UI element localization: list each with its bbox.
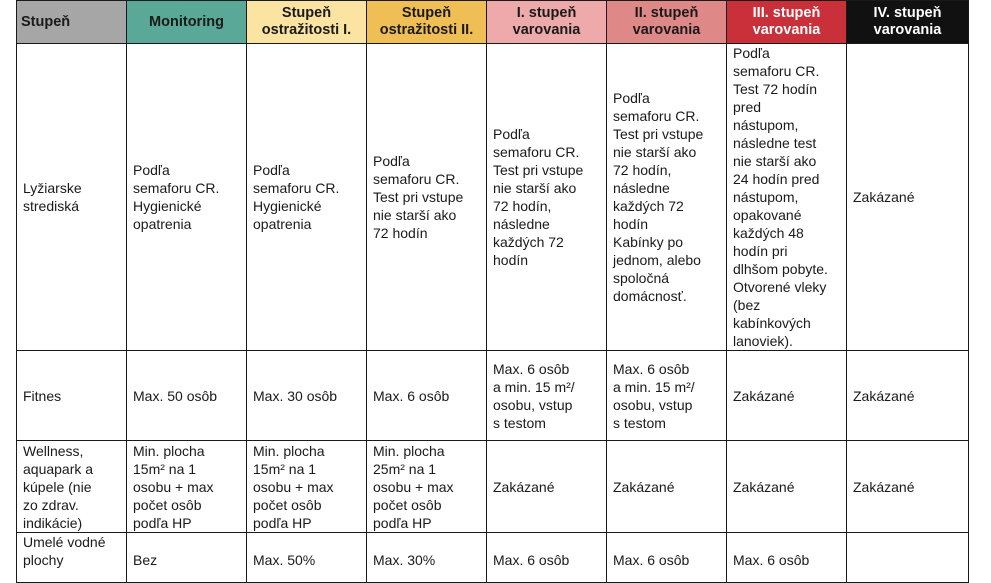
header-varovanie-3: III. stupeň varovania — [727, 1, 847, 44]
table-cell: Zakázané — [727, 351, 847, 441]
table-cell: Zakázané — [727, 441, 847, 533]
table-cell: Zakázané — [847, 351, 969, 441]
row-category: Lyžiarske strediská — [17, 44, 127, 351]
table-cell: Zakázané — [847, 44, 969, 351]
table-cell: Zakázané — [487, 441, 607, 533]
table-cell: Max. 6 osôb — [727, 533, 847, 583]
table-row-lyziarske — [17, 44, 969, 351]
table-cell: Podľa semaforu CR. Test 72 hodín pred nástupom, následne test nie starší ako 24 hodín pred nástupom, opakované každých 48 hodín pri dlhšom pobyte. Otvorené vleky (bez kabínkových lanoviek). — [727, 44, 847, 351]
table-cell: Min. plocha 15m² na 1 osobu + max počet osôb podľa HP — [247, 441, 367, 533]
table-cell: Min. plocha 15m² na 1 osobu + max počet osôb podľa HP — [127, 441, 247, 533]
table-cell: Max. 6 osôb — [367, 351, 487, 441]
table-cell: Zakázané — [847, 441, 969, 533]
table-cell: Max. 6 osôb — [487, 533, 607, 583]
table-cell: Podľa semaforu CR. Test pri vstupe nie starší ako 72 hodín, následne každých 72 hodín — [487, 44, 607, 351]
table-row-fitnes — [17, 351, 969, 441]
table-cell: Podľa semaforu CR. Hygienické opatrenia — [127, 44, 247, 351]
table-cell: Max. 50% — [247, 533, 367, 583]
table-cell: Max. 50 osôb — [127, 351, 247, 441]
header-stupen: Stupeň — [17, 1, 127, 44]
table-row-wellness — [17, 441, 969, 533]
table-cell: Zakázané — [607, 441, 727, 533]
header-ostrazitost-1: Stupeň ostražitosti I. — [247, 1, 367, 44]
table-cell: Max. 30 osôb — [247, 351, 367, 441]
row-category: Umelé vodné plochy — [17, 533, 127, 583]
table-cell: Podľa semaforu CR. Test pri vstupe nie starší ako 72 hodín — [367, 44, 487, 351]
table-cell: Max. 6 osôb a min. 15 m²/ osobu, vstup s testom — [487, 351, 607, 441]
table-cell: Max. 6 osôb a min. 15 m²/ osobu, vstup s testom — [607, 351, 727, 441]
table-cell: Bez — [127, 533, 247, 583]
table-cell: Min. plocha 25m² na 1 osobu + max počet osôb podľa HP — [367, 441, 487, 533]
header-varovanie-2: II. stupeň varovania — [607, 1, 727, 44]
header-varovanie-1: I. stupeň varovania — [487, 1, 607, 44]
header-row — [17, 1, 969, 44]
table-cell: Max. 30% — [367, 533, 487, 583]
row-category: Wellness, aquapark a kúpele (nie zo zdrav. indikácie) — [17, 441, 127, 533]
covid-measures-table — [16, 0, 969, 583]
header-ostrazitost-2: Stupeň ostražitosti II. — [367, 1, 487, 44]
row-category: Fitnes — [17, 351, 127, 441]
table-cell: Podľa semaforu CR. Hygienické opatrenia — [247, 44, 367, 351]
header-varovanie-4: IV. stupeň varovania — [847, 1, 969, 44]
header-monitoring: Monitoring — [127, 1, 247, 44]
table-cell: Podľa semaforu CR. Test pri vstupe nie starší ako 72 hodín, následne každých 72 hodín Kabínky po jednom, alebo spoločná domácnosť. — [607, 44, 727, 351]
table-cell: Max. 6 osôb — [607, 533, 727, 583]
